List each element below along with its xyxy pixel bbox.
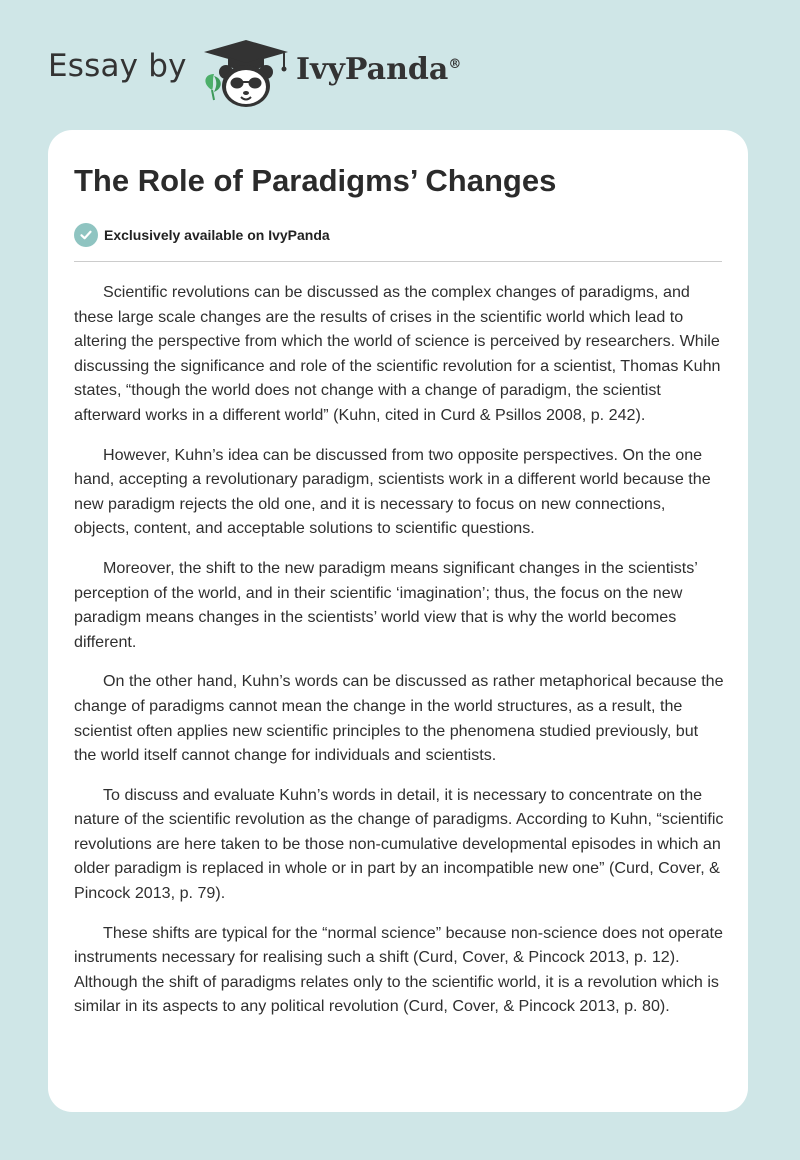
exclusive-badge xyxy=(74,222,330,248)
panda-face-icon xyxy=(219,65,273,107)
divider xyxy=(74,261,722,262)
essay-body xyxy=(74,280,724,1034)
registered-mark: ® xyxy=(448,57,462,72)
paragraph: However, Kuhn’s idea can be discussed from two opposite perspectives. On the one hand, accepting a revolutionary paradigm, scientists work in a different world because the new paradigm rejects the old one, and it is necessary to focus on new connections, objects, content, and acceptable solutions to scientific questions. xyxy=(74,445,711,538)
paragraph: Scientific revolutions can be discussed as the complex changes of paradigms, and these large scale changes are the results of crises in the scientific world which lead to altering the perspective from which the world of science is perceived by researchers. While discussing the significance and role of the scientific revolution for a scientist, Thomas Kuhn states, “though the world does not change with a change of paradigm, the scientist afterward works in a different world” (Kuhn, cited in Curd & Psillos 2008, p. 242). xyxy=(74,283,721,424)
exclusive-label: Exclusively available on IvyPanda xyxy=(104,227,330,243)
check-circle-icon xyxy=(74,223,98,247)
site-header xyxy=(0,0,800,130)
essay-card xyxy=(48,130,748,1112)
page-title: The Role of Paradigms’ Changes xyxy=(74,163,557,198)
leaf-icon xyxy=(205,74,220,100)
brand-name-text: IvyPanda xyxy=(296,52,449,87)
paragraph: To discuss and evaluate Kuhn’s words in detail, it is necessary to concentrate on the nature of the scientific revolution as the change of paradigms. According to Kuhn, “scientific revolutions are here taken to be those non-cumulative developmental episodes in which an older paradigm is replaced in whole or in part by an incompatible new one” (Curd, Cover, & Pincock 2013, p. 79). xyxy=(74,785,724,903)
panda-logo-icon[interactable] xyxy=(200,36,292,110)
essay-by-label: Essay by xyxy=(48,48,187,84)
paragraph: On the other hand, Kuhn’s words can be discussed as rather metaphorical because the change of paradigms cannot mean the change in the world structures, as a result, the scientist often applies new scientific principles to the phenomena studied previously, but the world itself cannot change for individuals and scientists. xyxy=(74,672,724,765)
paragraph: Moreover, the shift to the new paradigm means significant changes in the scientists’ perception of the world, and in their scientific ‘imagination’; thus, the focus on the new paradigm means changes in the scientists’ world view that is why the world becomes different. xyxy=(74,558,698,651)
paragraph: These shifts are typical for the “normal science” because non-science does not operate instruments necessary for realising such a shift (Curd, Cover, & Pincock 2013, p. 12). Although the shift of paradigms relates only to the scientific world, it is a revolution which is similar in its aspects to any political revolution (Curd, Cover, & Pincock 2013, p. 80). xyxy=(74,923,723,1016)
brand-name[interactable] xyxy=(296,52,461,87)
